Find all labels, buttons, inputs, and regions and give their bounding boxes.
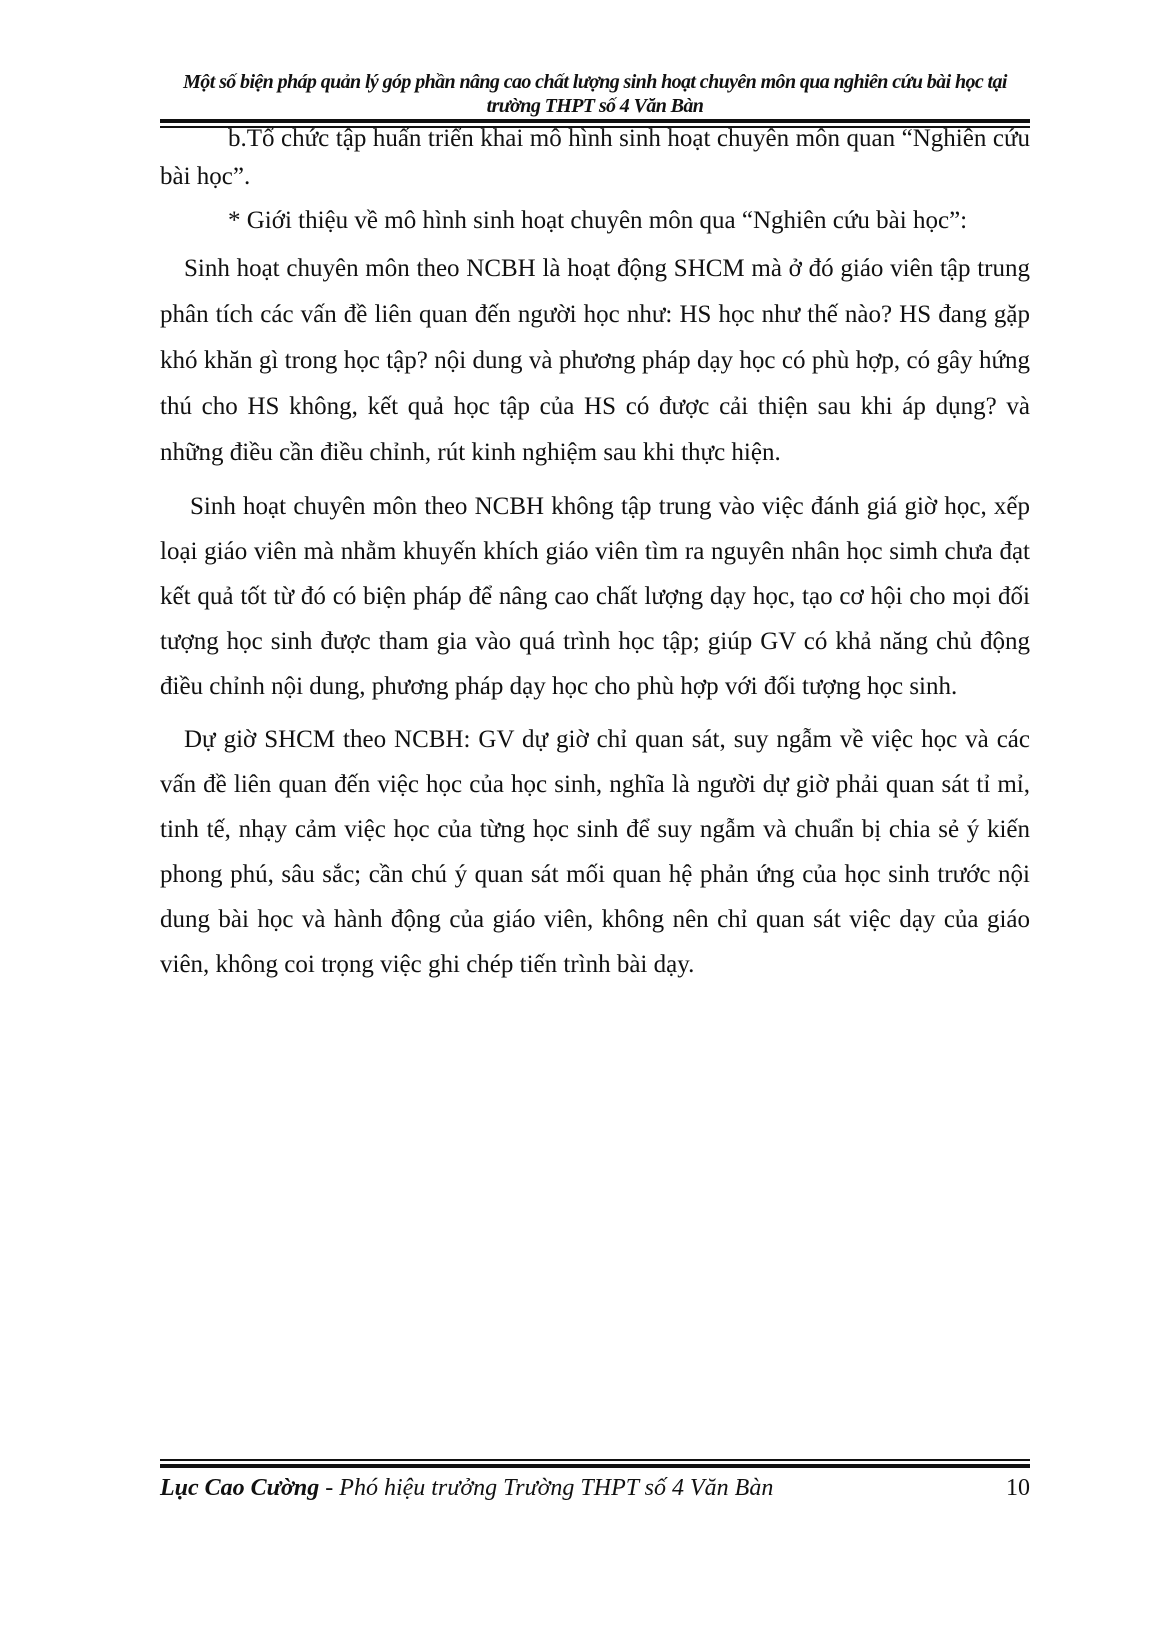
running-header [160,70,1030,118]
footer-separator: - [319,1475,340,1501]
footer-author: Lục Cao Cường [160,1475,320,1501]
paragraph-purpose: Sinh hoạt chuyên môn theo NCBH không tập trung vào việc đánh giá giờ học, xếp loại giáo viên mà nhằm khuyến khích giáo viên tìm ra nguyên nhân học simh chưa đạt kết quả tốt từ đó có biện pháp để nâng cao chất lượng dạy học, tạo cơ hội cho mọi đối tượng học sinh được tham gia vào quá trình học tập; giúp GV có khả năng chủ động điều chỉnh nội dung, phương pháp dạy học cho phù hợp với đối tượng học sinh. [160,493,1030,700]
footer-divider-thick [160,1464,1030,1468]
header-title-line-1: Một số biện pháp quản lý góp phần nâng cao chất lượng sinh hoạt chuyên môn qua nghiên cứu bài học tại [183,71,1007,93]
running-footer [160,1473,1030,1503]
paragraph-definition: Sinh hoạt chuyên môn theo NCBH là hoạt động SHCM mà ở đó giáo viên tập trung phân tích các vấn đề liên quan đến người học như: HS học như thế nào? HS đang gặp khó khăn gì trong học tập? nội dung và phương pháp dạy học có phù hợp, có gây hứng thú cho HS không, kết quả học tập của HS có được cải thiện sau khi áp dụng? và những điều cần điều chỉnh, rút kinh nghiệm sau khi thực hiện. [160,255,1030,466]
footer-author-position: Phó hiệu trưởng Trường THPT số 4 Văn Bàn [339,1475,774,1501]
footer-divider-thin [160,1459,1030,1461]
paragraph-model-intro: * Giới thiệu về mô hình sinh hoạt chuyên môn qua “Nghiên cứu bài học”: [228,207,968,234]
paragraph-observation: Dự giờ SHCM theo NCBH: GV dự giờ chỉ quan sát, suy ngẫm về việc học và các vấn đề liên quan đến việc học của học sinh, nghĩa là người dự giờ phải quan sát tỉ mỉ, tinh tế, nhạy cảm việc học của từng học sinh để suy ngẫm và chuẩn bị chia sẻ ý kiến phong phú, sâu sắc; cần chú ý quan sát mối quan hệ phản ứng của học sinh trước nội dung bài học và hành động của giáo viên, không nên chỉ quan sát việc dạy của giáo viên, không coi trọng việc ghi chép tiến trình bài dạy. [160,726,1030,978]
paragraph-section-heading: b.Tổ chức tập huấn triển khai mô hình sinh hoạt chuyên môn quan “Nghiên cứu bài học”. [160,125,1030,190]
header-title-line-2: trường THPT số 4 Văn Bàn [486,95,704,117]
page-number: 10 [1006,1475,1030,1501]
document-body [160,120,1030,987]
